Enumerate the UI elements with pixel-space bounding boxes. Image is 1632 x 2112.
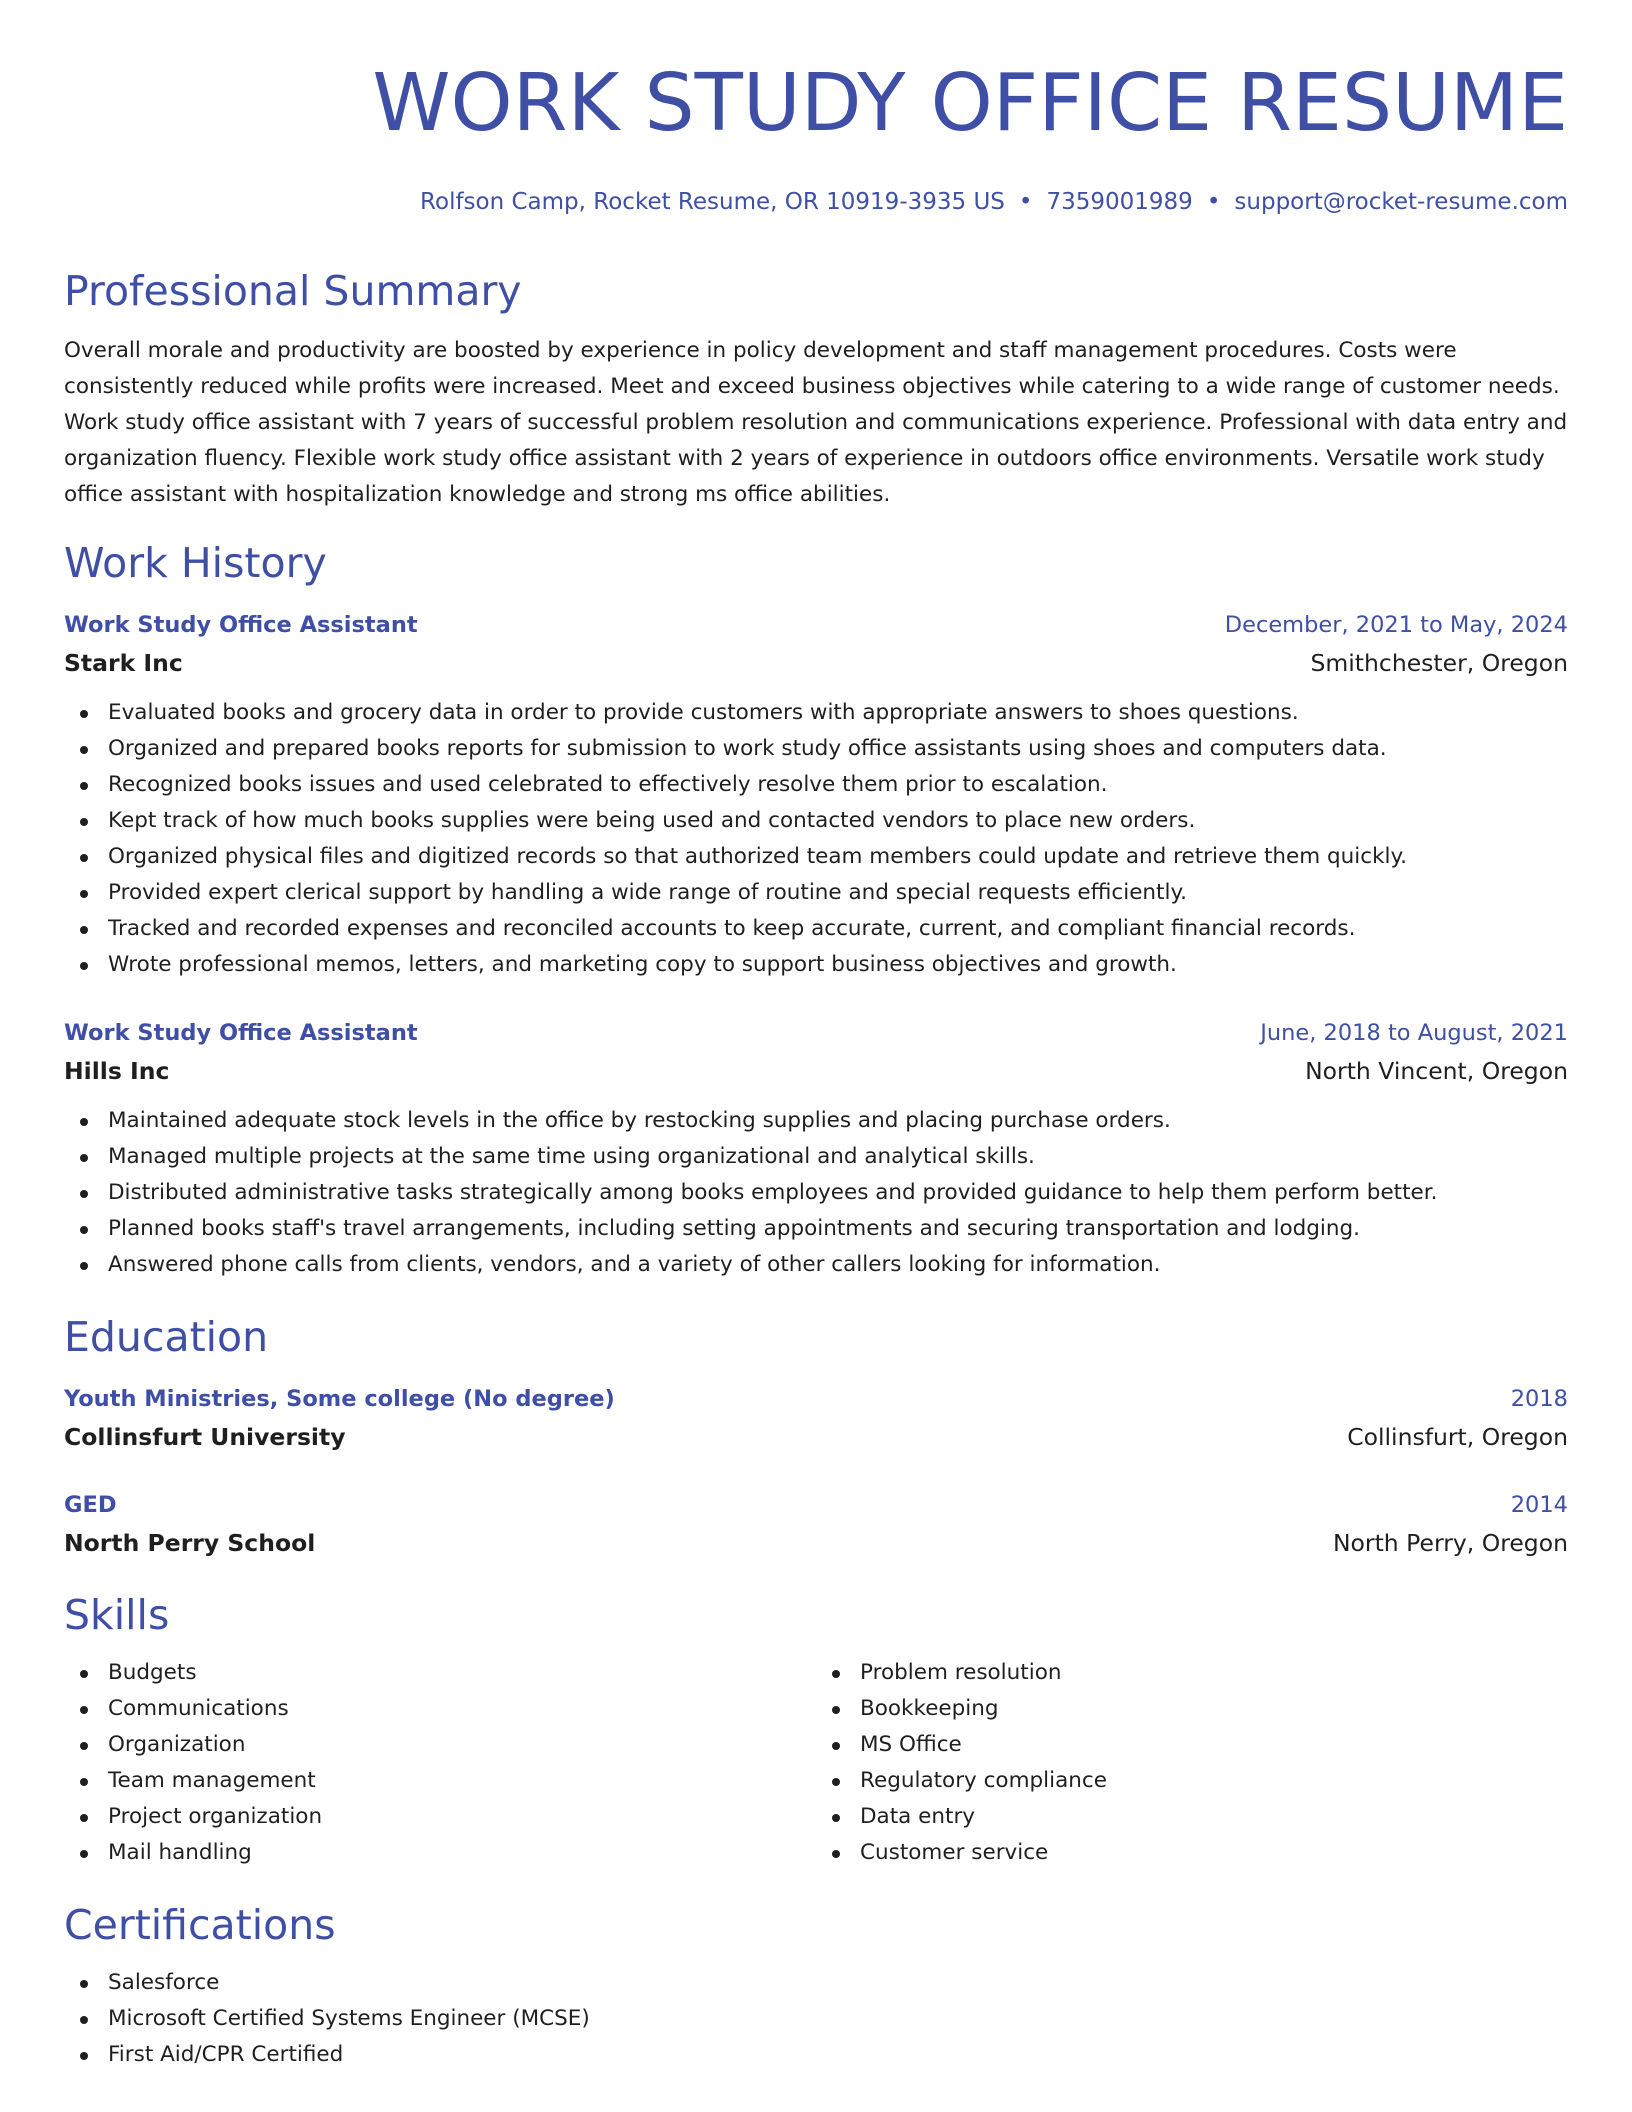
education-year: 2014 bbox=[1510, 1492, 1568, 1518]
work-history-heading: Work History bbox=[64, 539, 327, 587]
education-subheader bbox=[64, 1525, 1568, 1561]
job-dates: June, 2018 to August, 2021 bbox=[1260, 1020, 1568, 1046]
job-bullets bbox=[64, 695, 1568, 983]
education-header bbox=[64, 1383, 1568, 1415]
job-subheader bbox=[64, 1053, 1568, 1089]
job-company: Stark Inc bbox=[64, 649, 183, 677]
skill-item: Mail handling bbox=[64, 1835, 816, 1871]
contact-separator: • bbox=[1018, 189, 1033, 215]
skill-item: Communications bbox=[64, 1691, 816, 1727]
job-bullet: Planned books staff's travel arrangements, including setting appointments and securing transportation and lodging. bbox=[64, 1211, 1568, 1247]
education-subheader bbox=[64, 1419, 1568, 1455]
certifications-list bbox=[64, 1965, 1568, 2073]
education-entry bbox=[64, 1489, 1568, 1561]
certification-item: First Aid/CPR Certified bbox=[64, 2037, 1568, 2073]
skill-item: Regulatory compliance bbox=[816, 1763, 1568, 1799]
skills-column-left bbox=[64, 1655, 816, 1871]
contact-phone: 7359001989 bbox=[1046, 189, 1193, 215]
job-bullet: Kept track of how much books supplies were being used and contacted vendors to place new orders. bbox=[64, 803, 1568, 839]
job-entry bbox=[64, 1017, 1568, 1283]
job-location: Smithchester, Oregon bbox=[1310, 649, 1568, 677]
summary-text: Overall morale and productivity are boosted by experience in policy development and staff management procedures. Costs were consistently reduced while profits were increased. Meet and exceed business objectives while catering to a wide range of customer needs. Work study office assistant with 7 years of successful problem resolution and communications experience. Professional with data entry and organization fluency. Flexible work study office assistant with 2 years of experience in outdoors office environments. Versatile work study office assistant with hospitalization knowledge and strong ms office abilities. bbox=[64, 338, 1568, 507]
summary-heading: Professional Summary bbox=[64, 267, 522, 315]
education-year: 2018 bbox=[1510, 1386, 1568, 1412]
contact-email: support@rocket-resume.com bbox=[1234, 189, 1568, 215]
job-bullet: Organized and prepared books reports for submission to work study office assistants using shoes and computers data. bbox=[64, 731, 1568, 767]
skill-item: Budgets bbox=[64, 1655, 816, 1691]
skills-heading: Skills bbox=[64, 1591, 170, 1639]
education-location: Collinsfurt, Oregon bbox=[1347, 1423, 1568, 1451]
job-location: North Vincent, Oregon bbox=[1305, 1057, 1568, 1085]
certification-item: Microsoft Certified Systems Engineer (MCSE) bbox=[64, 2001, 1568, 2037]
education-school: North Perry School bbox=[64, 1529, 316, 1557]
certification-item: Salesforce bbox=[64, 1965, 1568, 2001]
resume-title: WORK STUDY OFFICE RESUME bbox=[372, 57, 1568, 149]
skill-item: Project organization bbox=[64, 1799, 816, 1835]
job-entry bbox=[64, 609, 1568, 983]
job-bullet: Maintained adequate stock levels in the office by restocking supplies and placing purchase orders. bbox=[64, 1103, 1568, 1139]
skill-item: Team management bbox=[64, 1763, 816, 1799]
job-company: Hills Inc bbox=[64, 1057, 170, 1085]
summary-section bbox=[64, 265, 1568, 513]
education-degree: Youth Ministries, Some college (No degree) bbox=[64, 1386, 615, 1412]
work-history-section bbox=[64, 537, 1568, 1283]
job-header bbox=[64, 609, 1568, 641]
job-title: Work Study Office Assistant bbox=[64, 612, 418, 638]
job-bullet: Organized physical files and digitized records so that authorized team members could update and retrieve them quickly. bbox=[64, 839, 1568, 875]
skill-item: Data entry bbox=[816, 1799, 1568, 1835]
job-bullets bbox=[64, 1103, 1568, 1283]
job-header bbox=[64, 1017, 1568, 1049]
job-bullet: Distributed administrative tasks strategically among books employees and provided guidance to help them perform better. bbox=[64, 1175, 1568, 1211]
job-bullet: Tracked and recorded expenses and reconciled accounts to keep accurate, current, and compliant financial records. bbox=[64, 911, 1568, 947]
skill-item: MS Office bbox=[816, 1727, 1568, 1763]
skill-item: Problem resolution bbox=[816, 1655, 1568, 1691]
job-bullet: Managed multiple projects at the same time using organizational and analytical skills. bbox=[64, 1139, 1568, 1175]
skills-column-right bbox=[816, 1655, 1568, 1871]
skill-item: Bookkeeping bbox=[816, 1691, 1568, 1727]
resume-page bbox=[64, 0, 1568, 2073]
job-dates: December, 2021 to May, 2024 bbox=[1224, 612, 1568, 638]
contact-address: Rolfson Camp, Rocket Resume, OR 10919-3935 US bbox=[420, 189, 1005, 215]
skill-item: Organization bbox=[64, 1727, 816, 1763]
job-bullet: Wrote professional memos, letters, and marketing copy to support business objectives and growth. bbox=[64, 947, 1568, 983]
job-bullet: Recognized books issues and used celebrated to effectively resolve them prior to escalation. bbox=[64, 767, 1568, 803]
job-title: Work Study Office Assistant bbox=[64, 1020, 418, 1046]
education-entry bbox=[64, 1383, 1568, 1455]
certifications-heading: Certifications bbox=[64, 1901, 336, 1949]
job-bullet: Answered phone calls from clients, vendors, and a variety of other callers looking for information. bbox=[64, 1247, 1568, 1283]
education-degree: GED bbox=[64, 1492, 117, 1518]
education-location: North Perry, Oregon bbox=[1332, 1529, 1568, 1557]
job-subheader bbox=[64, 645, 1568, 681]
contact-line bbox=[64, 187, 1568, 217]
education-heading: Education bbox=[64, 1313, 269, 1361]
certifications-section bbox=[64, 1899, 1568, 2073]
skill-item: Customer service bbox=[816, 1835, 1568, 1871]
job-bullet: Provided expert clerical support by handling a wide range of routine and special requests efficiently. bbox=[64, 875, 1568, 911]
contact-separator: • bbox=[1206, 189, 1221, 215]
education-section bbox=[64, 1311, 1568, 1561]
skills-grid bbox=[64, 1655, 1568, 1871]
skills-section bbox=[64, 1589, 1568, 1871]
education-school: Collinsfurt University bbox=[64, 1423, 346, 1451]
job-bullet: Evaluated books and grocery data in order to provide customers with appropriate answers to shoes questions. bbox=[64, 695, 1568, 731]
education-header bbox=[64, 1489, 1568, 1521]
